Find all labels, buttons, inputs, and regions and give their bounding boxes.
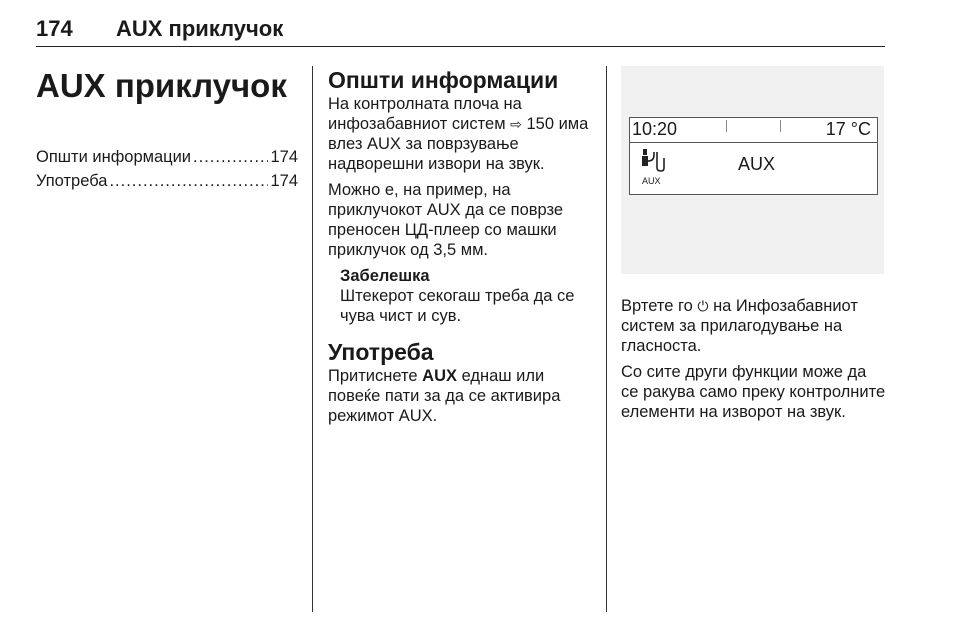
volume-paragraph	[621, 296, 887, 356]
status-bar-separator	[780, 120, 781, 132]
running-title: AUX приклучок	[116, 16, 284, 41]
display-illustration	[621, 66, 884, 274]
section-title-general: Општи информации	[328, 67, 559, 93]
text-run: Вртете го	[621, 297, 693, 315]
toc-leader-dots	[193, 148, 268, 167]
column-divider	[312, 66, 313, 612]
general-paragraph-1	[328, 94, 594, 174]
chapter-title: AUX приклучок	[36, 67, 287, 104]
text-run: На контролната плоча на инфозабавниот систем	[328, 95, 522, 133]
text-run: на Инфозабавниот систем за прилагодување на гласноста.	[621, 297, 858, 355]
note-text: Штекерот секогаш треба да се чува чист и сув.	[340, 287, 575, 325]
page-number: 174	[36, 16, 73, 41]
right-column	[621, 66, 887, 428]
left-column	[36, 66, 298, 196]
note-box	[340, 266, 594, 326]
aux-icon-label: AUX	[642, 176, 661, 186]
toc-entry[interactable]	[36, 172, 298, 196]
text-run: еднаш или повеќе пати за да се активира режимот AUX.	[328, 367, 561, 425]
status-bar-separator	[726, 120, 727, 132]
column-divider	[606, 66, 607, 612]
toc-entry-page: 174	[270, 172, 298, 190]
toc-leader-dots	[109, 172, 268, 191]
controls-paragraph: Со сите други функции може да се ракува само преку контролните елементи на изворот на звук.	[621, 363, 886, 421]
text-run: 150 има влез AUX за поврзување надворешни извори на звук.	[328, 115, 589, 173]
note-title: Забелешка	[340, 267, 430, 285]
cross-reference-arrow-icon: ⇨	[510, 116, 522, 132]
toc-entry-label: Употреба	[36, 172, 108, 190]
general-paragraph-2: Можно е, на пример, на приклучокот AUX да се поврзе преносен ЦД-плеер со машки приклучок од 3,5 мм.	[328, 181, 564, 259]
aux-plug-icon	[642, 148, 666, 174]
infotainment-screen	[629, 117, 878, 195]
toc-entry-label: Општи информации	[36, 148, 192, 166]
middle-column	[328, 66, 594, 432]
table-of-contents	[36, 148, 298, 196]
screen-status-bar	[630, 118, 877, 143]
page-header	[36, 12, 885, 47]
section-title-usage: Употреба	[328, 339, 434, 365]
power-knob-icon: ⏻	[697, 298, 709, 314]
toc-entry-page: 174	[270, 148, 298, 166]
usage-paragraph	[328, 366, 594, 426]
clock-display: 10:20	[632, 119, 678, 139]
aux-mode-label: AUX	[738, 154, 776, 174]
text-run: Притиснете	[328, 367, 418, 385]
temperature-display: 17 °C	[825, 119, 871, 139]
toc-entry[interactable]	[36, 148, 298, 172]
aux-key-label: AUX	[422, 367, 458, 385]
